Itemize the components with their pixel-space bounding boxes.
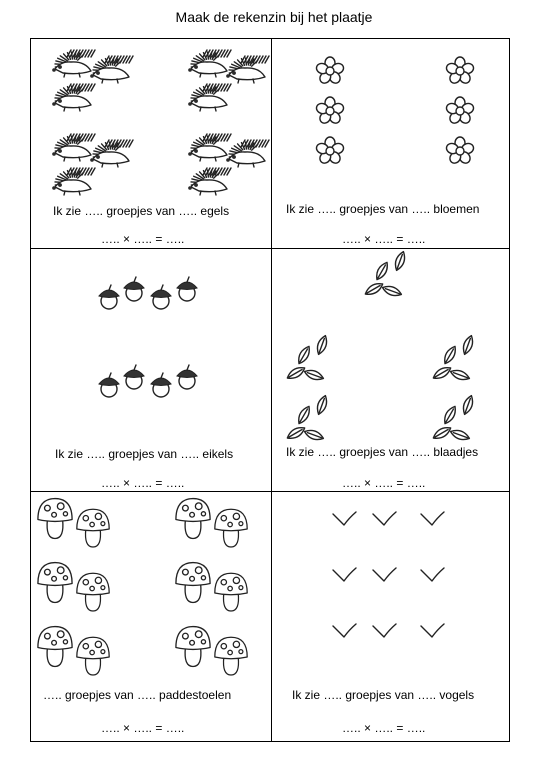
exercise-sentence: Ik zie ….. groepjes van ….. egels [53, 204, 230, 218]
acorn-icon [99, 285, 119, 309]
mushroom-icon [176, 499, 210, 539]
exercise-sentence: Ik zie ….. groepjes van ….. blaadjes [286, 445, 479, 459]
hedgehog-icon [53, 84, 95, 111]
bird-icon [333, 568, 356, 581]
hedgehog-icon [189, 84, 231, 111]
bird-icon [421, 624, 444, 637]
leaf-icon [285, 425, 306, 442]
leaf-icon [303, 428, 325, 442]
acorn-icon [124, 365, 144, 389]
exercise-cell-hedgehogs [31, 39, 271, 248]
leaf-icon [461, 334, 475, 356]
acorn-icon [151, 285, 171, 309]
acorn-icon [124, 277, 144, 301]
hedgehog-icon [227, 56, 269, 83]
leaf-icon [442, 344, 459, 365]
leaf-icon [315, 334, 329, 356]
flower-groups-picture [272, 39, 510, 199]
exercise-sentence: Ik zie ….. groepjes van ….. bloemen [286, 202, 480, 216]
flower-icon [315, 57, 345, 85]
leaf-icon [449, 368, 471, 382]
hedgehog-icon [53, 168, 95, 195]
mushroom-icon [215, 637, 247, 675]
bird-icon [373, 512, 396, 525]
flower-icon [315, 137, 345, 165]
mushroom-icon [77, 637, 109, 675]
multiplication-equation: ….. × ….. = ….. [342, 476, 426, 490]
leaf-icon [381, 284, 403, 298]
bird-icon [421, 512, 444, 525]
mushroom-groups-picture [31, 492, 271, 692]
leaf-icon [442, 404, 459, 425]
leaf-icon [374, 260, 391, 281]
multiplication-equation: ….. × ….. = ….. [101, 476, 185, 490]
acorn-groups-picture [31, 249, 271, 439]
leaf-icon [303, 368, 325, 382]
leaf-icon [363, 281, 384, 298]
mushroom-icon [176, 563, 210, 603]
flower-icon [445, 137, 475, 165]
hedgehog-icon [189, 134, 231, 161]
leaf-icon [431, 425, 452, 442]
multiplication-equation: ….. × ….. = ….. [342, 721, 426, 735]
bird-icon [421, 568, 444, 581]
multiplication-equation: ….. × ….. = ….. [101, 721, 185, 735]
multiplication-equation: ….. × ….. = ….. [342, 232, 426, 246]
hedgehog-icon [53, 50, 95, 77]
acorn-icon [151, 373, 171, 397]
exercise-sentence: Ik zie ….. groepjes van ….. vogels [292, 688, 475, 702]
acorn-icon [177, 365, 197, 389]
mushroom-icon [38, 563, 72, 603]
acorn-icon [177, 277, 197, 301]
mushroom-icon [77, 573, 109, 611]
hedgehog-icon [189, 50, 231, 77]
bird-icon [333, 624, 356, 637]
exercise-sentence: Ik zie ….. groepjes van ….. eikels [55, 447, 234, 461]
flower-icon [315, 97, 345, 125]
leaf-icon [285, 365, 306, 382]
mushroom-icon [77, 509, 109, 547]
leaf-icon [461, 394, 475, 416]
bird-icon [333, 512, 356, 525]
hedgehog-icon [53, 134, 95, 161]
leaf-icon [296, 344, 313, 365]
flower-icon [445, 97, 475, 125]
exercise-grid [30, 38, 510, 742]
mushroom-icon [38, 499, 72, 539]
mushroom-icon [215, 509, 247, 547]
flower-icon [445, 57, 475, 85]
bird-icon [373, 624, 396, 637]
exercise-cell-leaves [272, 249, 510, 491]
acorn-icon [99, 373, 119, 397]
leaf-groups-picture [272, 249, 510, 439]
bird-icon [373, 568, 396, 581]
leaf-icon [449, 428, 471, 442]
leaf-icon [296, 404, 313, 425]
leaf-icon [393, 250, 407, 272]
hedgehog-icon [91, 140, 133, 167]
hedgehog-icon [189, 168, 231, 195]
exercise-cell-birds [272, 492, 510, 741]
hedgehog-icon [227, 140, 269, 167]
mushroom-icon [176, 627, 210, 667]
mushroom-icon [38, 627, 72, 667]
multiplication-equation: ….. × ….. = ….. [101, 232, 185, 246]
hedgehog-groups-picture [31, 39, 271, 199]
exercise-sentence: ….. groepjes van ….. paddestoelen [43, 688, 232, 702]
leaf-icon [315, 394, 329, 416]
hedgehog-icon [91, 56, 133, 83]
worksheet-title: Maak de rekenzin bij het plaatje [175, 9, 373, 25]
exercise-cell-acorns [31, 249, 271, 491]
mushroom-icon [215, 573, 247, 611]
bird-groups-picture [272, 492, 510, 692]
exercise-cell-mushrooms [31, 492, 271, 741]
exercise-cell-flowers [272, 39, 510, 248]
leaf-icon [431, 365, 452, 382]
